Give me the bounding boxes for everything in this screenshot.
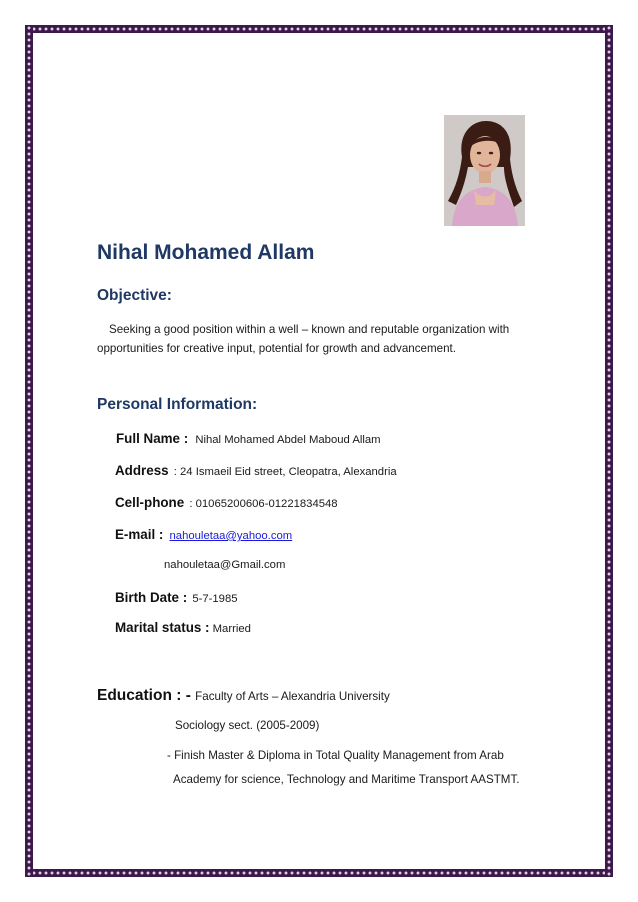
page-border-top	[25, 25, 613, 33]
marital-status-label: Marital status :	[115, 620, 210, 635]
address-label: Address	[115, 463, 169, 478]
birth-date-row	[115, 590, 238, 605]
personal-info-heading: Personal Information:	[97, 396, 258, 413]
candidate-name: Nihal Mohamed Allam	[97, 241, 315, 264]
cellphone-value: : 01065200606-01221834548	[189, 498, 338, 510]
birth-date-value: 5-7-1985	[192, 593, 238, 605]
address-value: : 24 Ismaeil Eid street, Cleopatra, Alexandria	[173, 466, 397, 478]
page-border-right	[605, 25, 613, 877]
education-row	[97, 687, 390, 705]
portrait-image	[444, 115, 525, 226]
cellphone-row	[115, 495, 338, 510]
email-link[interactable]: nahouletaa@yahoo.com	[169, 530, 293, 542]
cellphone-label: Cell-phone	[115, 495, 185, 510]
profile-photo	[444, 115, 525, 226]
education-line-1: Faculty of Arts – Alexandria University	[195, 690, 390, 703]
page-border-bottom	[25, 869, 613, 877]
email-secondary-value: nahouletaa@Gmail.com	[164, 559, 286, 571]
objective-text	[97, 320, 537, 358]
page-border-left	[25, 25, 33, 877]
objective-line-2: opportunities for creative input, potential for growth and advancement.	[97, 342, 456, 355]
education-line-2: Sociology sect. (2005-2009)	[175, 719, 320, 732]
email-row	[115, 527, 292, 542]
email-secondary-row	[164, 559, 285, 571]
objective-line-1: Seeking a good position within a well – known and reputable organization with	[109, 323, 510, 336]
email-label: E-mail :	[115, 527, 164, 542]
marital-status-row	[115, 620, 251, 635]
education-line-3: - Finish Master & Diploma in Total Quality Management from Arab	[167, 749, 504, 762]
marital-status-value: Married	[212, 623, 251, 635]
education-line-4: Academy for science, Technology and Maritime Transport AASTMT.	[173, 773, 520, 786]
full-name-value: Nihal Mohamed Abdel Maboud Allam	[195, 434, 381, 446]
education-label: Education : -	[97, 687, 191, 704]
full-name-label: Full Name :	[116, 431, 189, 446]
full-name-row	[116, 431, 381, 446]
birth-date-label: Birth Date :	[115, 590, 188, 605]
objective-heading: Objective:	[97, 287, 172, 304]
address-row	[115, 463, 397, 478]
